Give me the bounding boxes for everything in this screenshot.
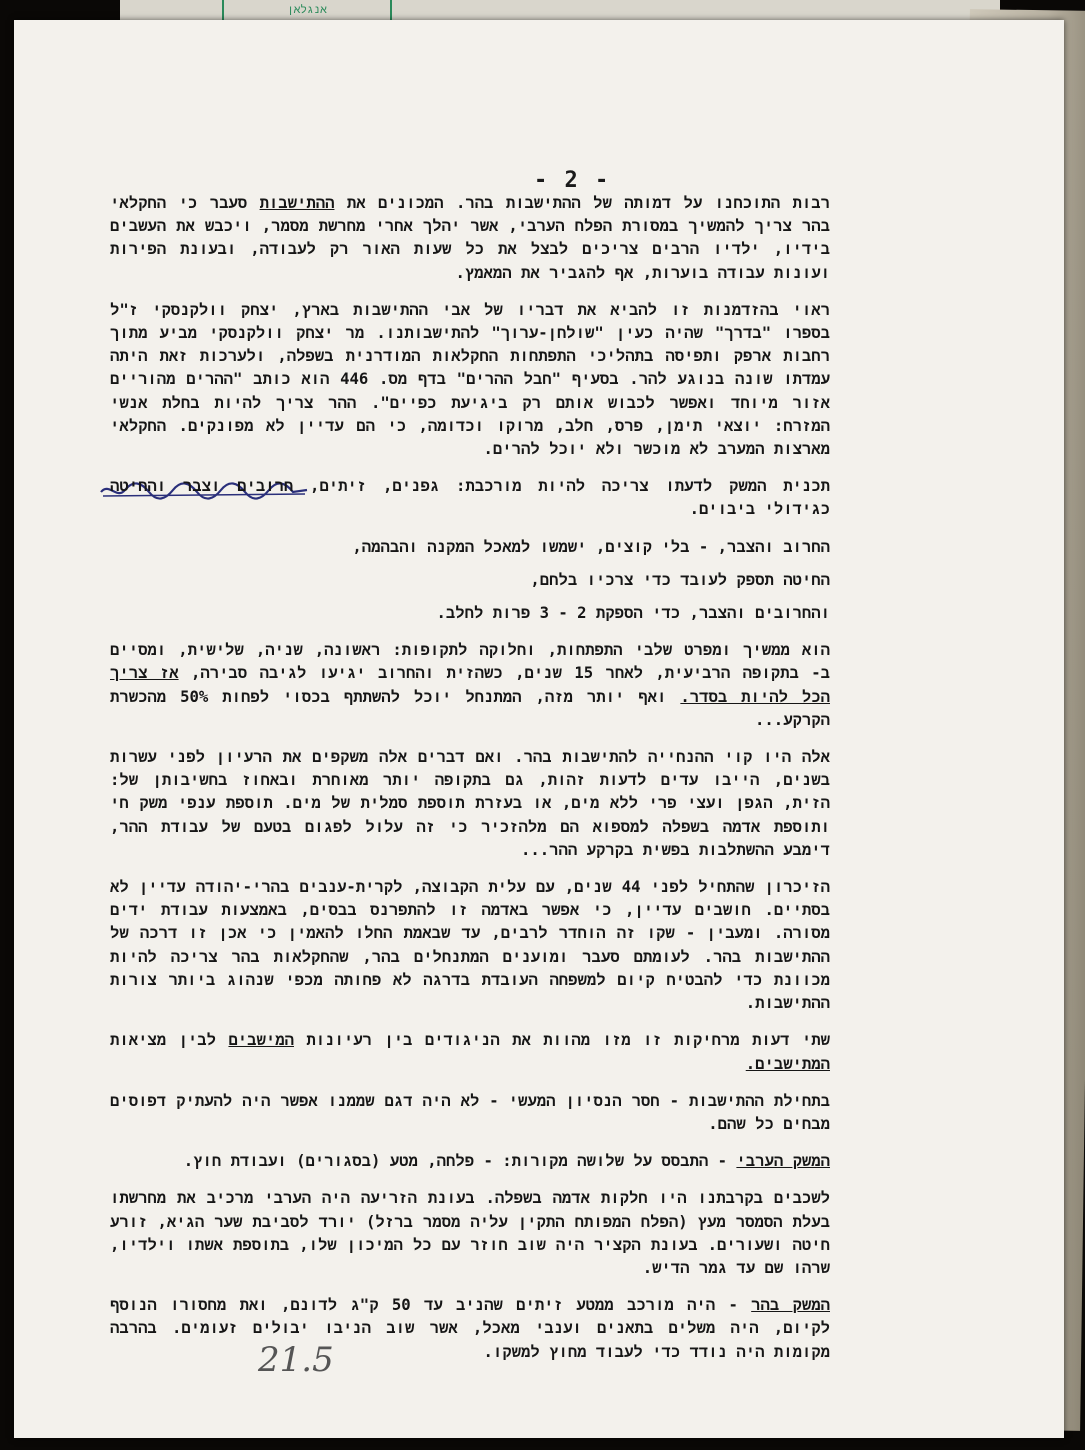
paragraph-6: והחרובים והצבר, כדי הספקת 2 - 3 פרות לחלב. [436, 604, 830, 623]
paragraph-12: המשק הערבי - התבסס על שלושה מקורות: - פלחה, מטע (בסגורים) ועבודת חוץ. [183, 1152, 830, 1171]
paragraph-10: שתי דעות מרחיקות זו מזו מהוות את הניגודים בין רעיונות המישבים לבין מציאות המתישבים. [110, 1031, 831, 1073]
stamp: אנגלאן [222, 0, 392, 24]
paragraph-9: הזיכרון שהתחיל לפני 44 שנים, עם עלית הקבוצה, לקרית-ענבים בהרי-יהודה עדיין לא בסתיים. חושבים עדיין, כי אפשר באדמה זו להתפרנס בבסים, באמצעות עבודת ידים מסורה. ומעבין - שקו זה הוחדר לרבים, עד שבאמת החלו להאמין כי אכן זו דרכה של ההתישבות בהר. לעומתם סעבר ומוענים המתנחלים בהר, שהחקלאות בהר צריכה להיות מכוונת כדי להבטיח קיום למשפחה העובדת בדרגה לא פחותה מכפי שנהוג ביותר צורות ההתישבות. [110, 878, 831, 1013]
paragraph-1: רבות התוכחנו על דמותה של ההתישבות בהר. המכונים את ההתישבות סעבר כי החקלאי בהר צריך להמשיך במסורת הפלח הערבי, אשר יהלך אחרי מחרשת מסמר, ויכבש את העשבים בידיו, ילדיו הרבים צריכים לבצל את כל שעות האור רק לעבודה, ובעונת הפירות ועונות עבודה בוערות, אף להגביר את המאמץ. [110, 194, 830, 282]
paragraph-13: לשכבים בקרבתנו היו חלקות אדמה בשפלה. בעונת הזריעה היה הערבי מרכיב את מחרשתו בעלת הסמסר מעץ (הפלח המפותח התקין עליה מסמר ברזל) יורד לסביבת שער הגיא, זורע חיטה ושעורים. בעונת הקציר היה שוב חוזר עם כל המיכון שלו, בתוספת אשתו וילדיו, שרהו שם עד גמר הדיש. [110, 1189, 830, 1277]
paragraph-7: הוא ממשיך ומפרט שלבי התפתחות, וחלוקה לתקופות: ראשונה, שניה, שלישית, ומסיים ב- בתקופה הרביעית, לאחר 15 שנים, כשהזית והחרוב יגיעו לגיבה סבירה, אז צריך הכל להיות בסדר. ואף יותר מזה, המתנחל יוכל להשתתף בכסוי לפחות 50% מהכשרת הקרקע... [110, 641, 830, 729]
page-number: - 2 - [534, 168, 611, 193]
paragraph-3: תכנית המשק לדעתו צריכה להיות מורכבת: גפנים, זיתים, חרובים וצבר והחיטה כגידולי ביבוים. [110, 477, 830, 519]
paragraph-14: המשק בהר - היה מורכב ממטע זיתים שהניב עד 50 ק"ג לדונם, ואת מחסורו הנוסף לקיום, היה משלים בתאנים וענבי מאכל, אשר שוב הניבו יבולים זעומים. בהרבה מקומות היה נודד כדי לעבוד מחוץ למשקו. [110, 1296, 830, 1361]
paragraph-11: בתחילת ההתישבות - חסר הנסיון המעשי - לא היה דגם שממנו אפשר היה להעתיק דפוסים מבחים כל שהם. [110, 1091, 830, 1133]
paragraph-2: ראוי בהזדמנות זו להביא את דבריו של אבי ההתישבות בארץ, יצחק וולקנסקי ז"ל בספרו "בדרך" שהיה כעין "שולחן-ערוך" להתישבותנו. מר יצחק וולקנסקי מביע מתוך רחבות ארפק ותפיסה בתהליכי התפתחות החקלאות המודרנית בשפלה, ולערכות זאת היתה עמדתו שונה בנוגע להר. בסעיף "חבל ההרים" בדף מס. 446 הוא כותב "ההרים מהוריים אזור מיוחד ואפשר לכבוש אותם רק ביגיעת כפיים". ההר צריך להיות בחלת אנשי המזרח: יוצאי תימן, פרס, חלב, מרוקו וכדומה, כי הם עדיין לא מפונקים. החקלאי מארצות המערב לא מוכשר ולא יוכל להרים. [110, 300, 830, 459]
paragraph-8: אלה היו קוי ההנחייה להתישבות בהר. ואם דברים אלה משקפים את הרעיון לפני עשרות בשנים, הייבו עדים לדעות זהות, גם בתקופה יותר מאוחרת ובאחוז בחשיבותן של: הזית, הגפן ועצי פרי ללא מים, או בעזרת תוספת סמלית של מים. תוספת ענפי משק חי ותוספת אדמה בשפלה למספוא הם מלהזכיר כי זה עלול לפגום בטעם של עבודת ההר, דימבע ההשתלבות בפשית בקרקע ההר... [110, 748, 830, 859]
document-body [110, 192, 830, 1378]
handwritten-note: 21.5 [258, 1340, 334, 1380]
paragraph-4: החרוב והצבר, - בלי קוצים, ישמשו למאכל המקנה והבהמה, [352, 537, 830, 556]
paragraph-5: החיטה תספק לעובד כדי צרכיו בלחם, [530, 570, 830, 589]
